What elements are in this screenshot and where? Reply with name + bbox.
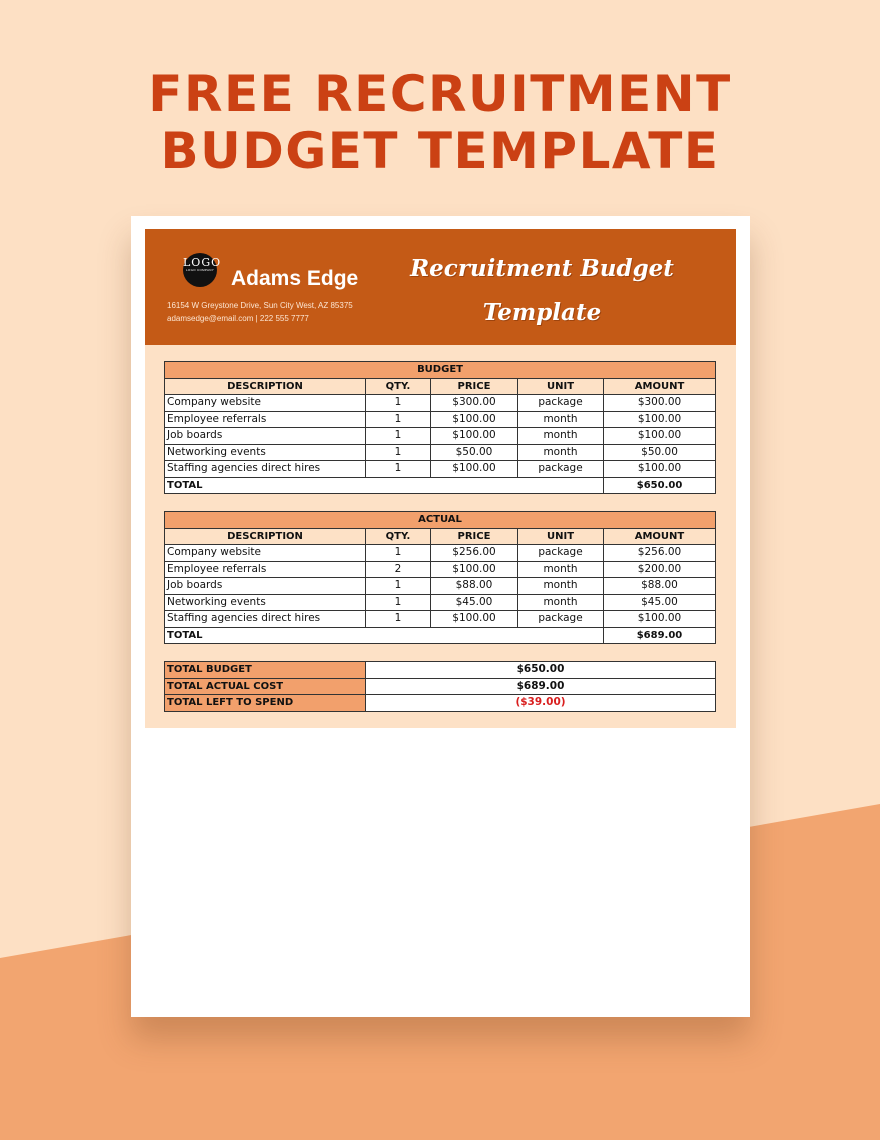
summary-row-total-budget xyxy=(165,662,716,679)
actual-description: Job boards xyxy=(165,578,366,595)
actual-qty: 1 xyxy=(366,578,431,595)
actual-section-title: ACTUAL xyxy=(165,512,716,529)
actual-header-unit: UNIT xyxy=(518,528,604,545)
logo-text: LOGO xyxy=(183,256,222,269)
budget-qty: 1 xyxy=(366,428,431,445)
budget-amount: $50.00 xyxy=(604,444,716,461)
budget-price: $300.00 xyxy=(431,395,518,412)
budget-amount: $100.00 xyxy=(604,461,716,478)
promo-title xyxy=(0,66,880,180)
actual-price: $45.00 xyxy=(431,594,518,611)
actual-amount: $45.00 xyxy=(604,594,716,611)
budget-header-amount: AMOUNT xyxy=(604,378,716,395)
budget-section-title: BUDGET xyxy=(165,362,716,379)
summary-row-left-to-spend xyxy=(165,695,716,712)
left-to-spend-value: ($39.00) xyxy=(366,695,716,712)
total-budget-value: $650.00 xyxy=(366,662,716,679)
left-to-spend-label: TOTAL LEFT TO SPEND xyxy=(165,695,366,712)
budget-total-row xyxy=(165,477,716,494)
actual-qty: 1 xyxy=(366,611,431,628)
total-actual-value: $689.00 xyxy=(366,678,716,695)
actual-qty: 1 xyxy=(366,594,431,611)
document-header xyxy=(145,229,736,345)
budget-qty: 1 xyxy=(366,395,431,412)
actual-amount: $100.00 xyxy=(604,611,716,628)
budget-amount: $100.00 xyxy=(604,428,716,445)
table-row xyxy=(165,561,716,578)
budget-price: $100.00 xyxy=(431,461,518,478)
budget-amount: $100.00 xyxy=(604,411,716,428)
total-budget-label: TOTAL BUDGET xyxy=(165,662,366,679)
budget-header-description: DESCRIPTION xyxy=(165,378,366,395)
budget-price: $50.00 xyxy=(431,444,518,461)
table-row xyxy=(165,611,716,628)
actual-header-amount: AMOUNT xyxy=(604,528,716,545)
budget-table xyxy=(164,361,716,494)
promo-title-line1: FREE RECRUITMENT xyxy=(148,65,732,123)
actual-header-description: DESCRIPTION xyxy=(165,528,366,545)
budget-total-label: TOTAL xyxy=(165,477,604,494)
table-row xyxy=(165,545,716,562)
table-row xyxy=(165,428,716,445)
actual-unit: month xyxy=(518,594,604,611)
actual-price: $88.00 xyxy=(431,578,518,595)
actual-unit: month xyxy=(518,578,604,595)
table-row xyxy=(165,461,716,478)
budget-description: Networking events xyxy=(165,444,366,461)
promo-title-line2: BUDGET TEMPLATE xyxy=(160,122,720,180)
document-sheet xyxy=(131,216,750,1017)
logo-subtext: LOGO COMPANY xyxy=(185,268,215,272)
actual-table xyxy=(164,511,716,644)
budget-description: Employee referrals xyxy=(165,411,366,428)
document-title xyxy=(407,247,677,335)
summary-row-total-actual xyxy=(165,678,716,695)
actual-unit: package xyxy=(518,545,604,562)
actual-unit: month xyxy=(518,561,604,578)
budget-unit: package xyxy=(518,395,604,412)
actual-description: Company website xyxy=(165,545,366,562)
table-row xyxy=(165,578,716,595)
budget-header-qty: QTY. xyxy=(366,378,431,395)
actual-total-amount: $689.00 xyxy=(604,627,716,644)
actual-amount: $88.00 xyxy=(604,578,716,595)
table-row xyxy=(165,444,716,461)
budget-unit: package xyxy=(518,461,604,478)
company-name: Adams Edge xyxy=(231,267,359,290)
budget-qty: 1 xyxy=(366,444,431,461)
actual-total-row xyxy=(165,627,716,644)
document-title-line2: Template xyxy=(482,299,602,326)
budget-qty: 1 xyxy=(366,411,431,428)
document-title-line1: Recruitment Budget xyxy=(410,255,674,282)
budget-total-amount: $650.00 xyxy=(604,477,716,494)
actual-qty: 2 xyxy=(366,561,431,578)
budget-header-price: PRICE xyxy=(431,378,518,395)
table-row xyxy=(165,594,716,611)
actual-description: Networking events xyxy=(165,594,366,611)
summary-table xyxy=(164,661,716,712)
company-address: 16154 W Greystone Drive, Sun City West, AZ 85375 xyxy=(167,301,353,310)
actual-total-label: TOTAL xyxy=(165,627,604,644)
table-row xyxy=(165,411,716,428)
actual-price: $100.00 xyxy=(431,611,518,628)
budget-header-unit: UNIT xyxy=(518,378,604,395)
total-actual-label: TOTAL ACTUAL COST xyxy=(165,678,366,695)
budget-unit: month xyxy=(518,428,604,445)
actual-qty: 1 xyxy=(366,545,431,562)
actual-amount: $200.00 xyxy=(604,561,716,578)
budget-unit: month xyxy=(518,411,604,428)
budget-description: Staffing agencies direct hires xyxy=(165,461,366,478)
actual-price: $256.00 xyxy=(431,545,518,562)
budget-unit: month xyxy=(518,444,604,461)
actual-amount: $256.00 xyxy=(604,545,716,562)
actual-description: Employee referrals xyxy=(165,561,366,578)
actual-unit: package xyxy=(518,611,604,628)
budget-amount: $300.00 xyxy=(604,395,716,412)
company-contact: adamsedge@email.com | 222 555 7777 xyxy=(167,314,309,323)
actual-description: Staffing agencies direct hires xyxy=(165,611,366,628)
budget-price: $100.00 xyxy=(431,428,518,445)
budget-description: Company website xyxy=(165,395,366,412)
company-logo xyxy=(183,253,222,287)
budget-price: $100.00 xyxy=(431,411,518,428)
actual-price: $100.00 xyxy=(431,561,518,578)
table-row xyxy=(165,395,716,412)
budget-qty: 1 xyxy=(366,461,431,478)
budget-description: Job boards xyxy=(165,428,366,445)
actual-header-price: PRICE xyxy=(431,528,518,545)
content-panel xyxy=(145,345,736,728)
actual-header-qty: QTY. xyxy=(366,528,431,545)
